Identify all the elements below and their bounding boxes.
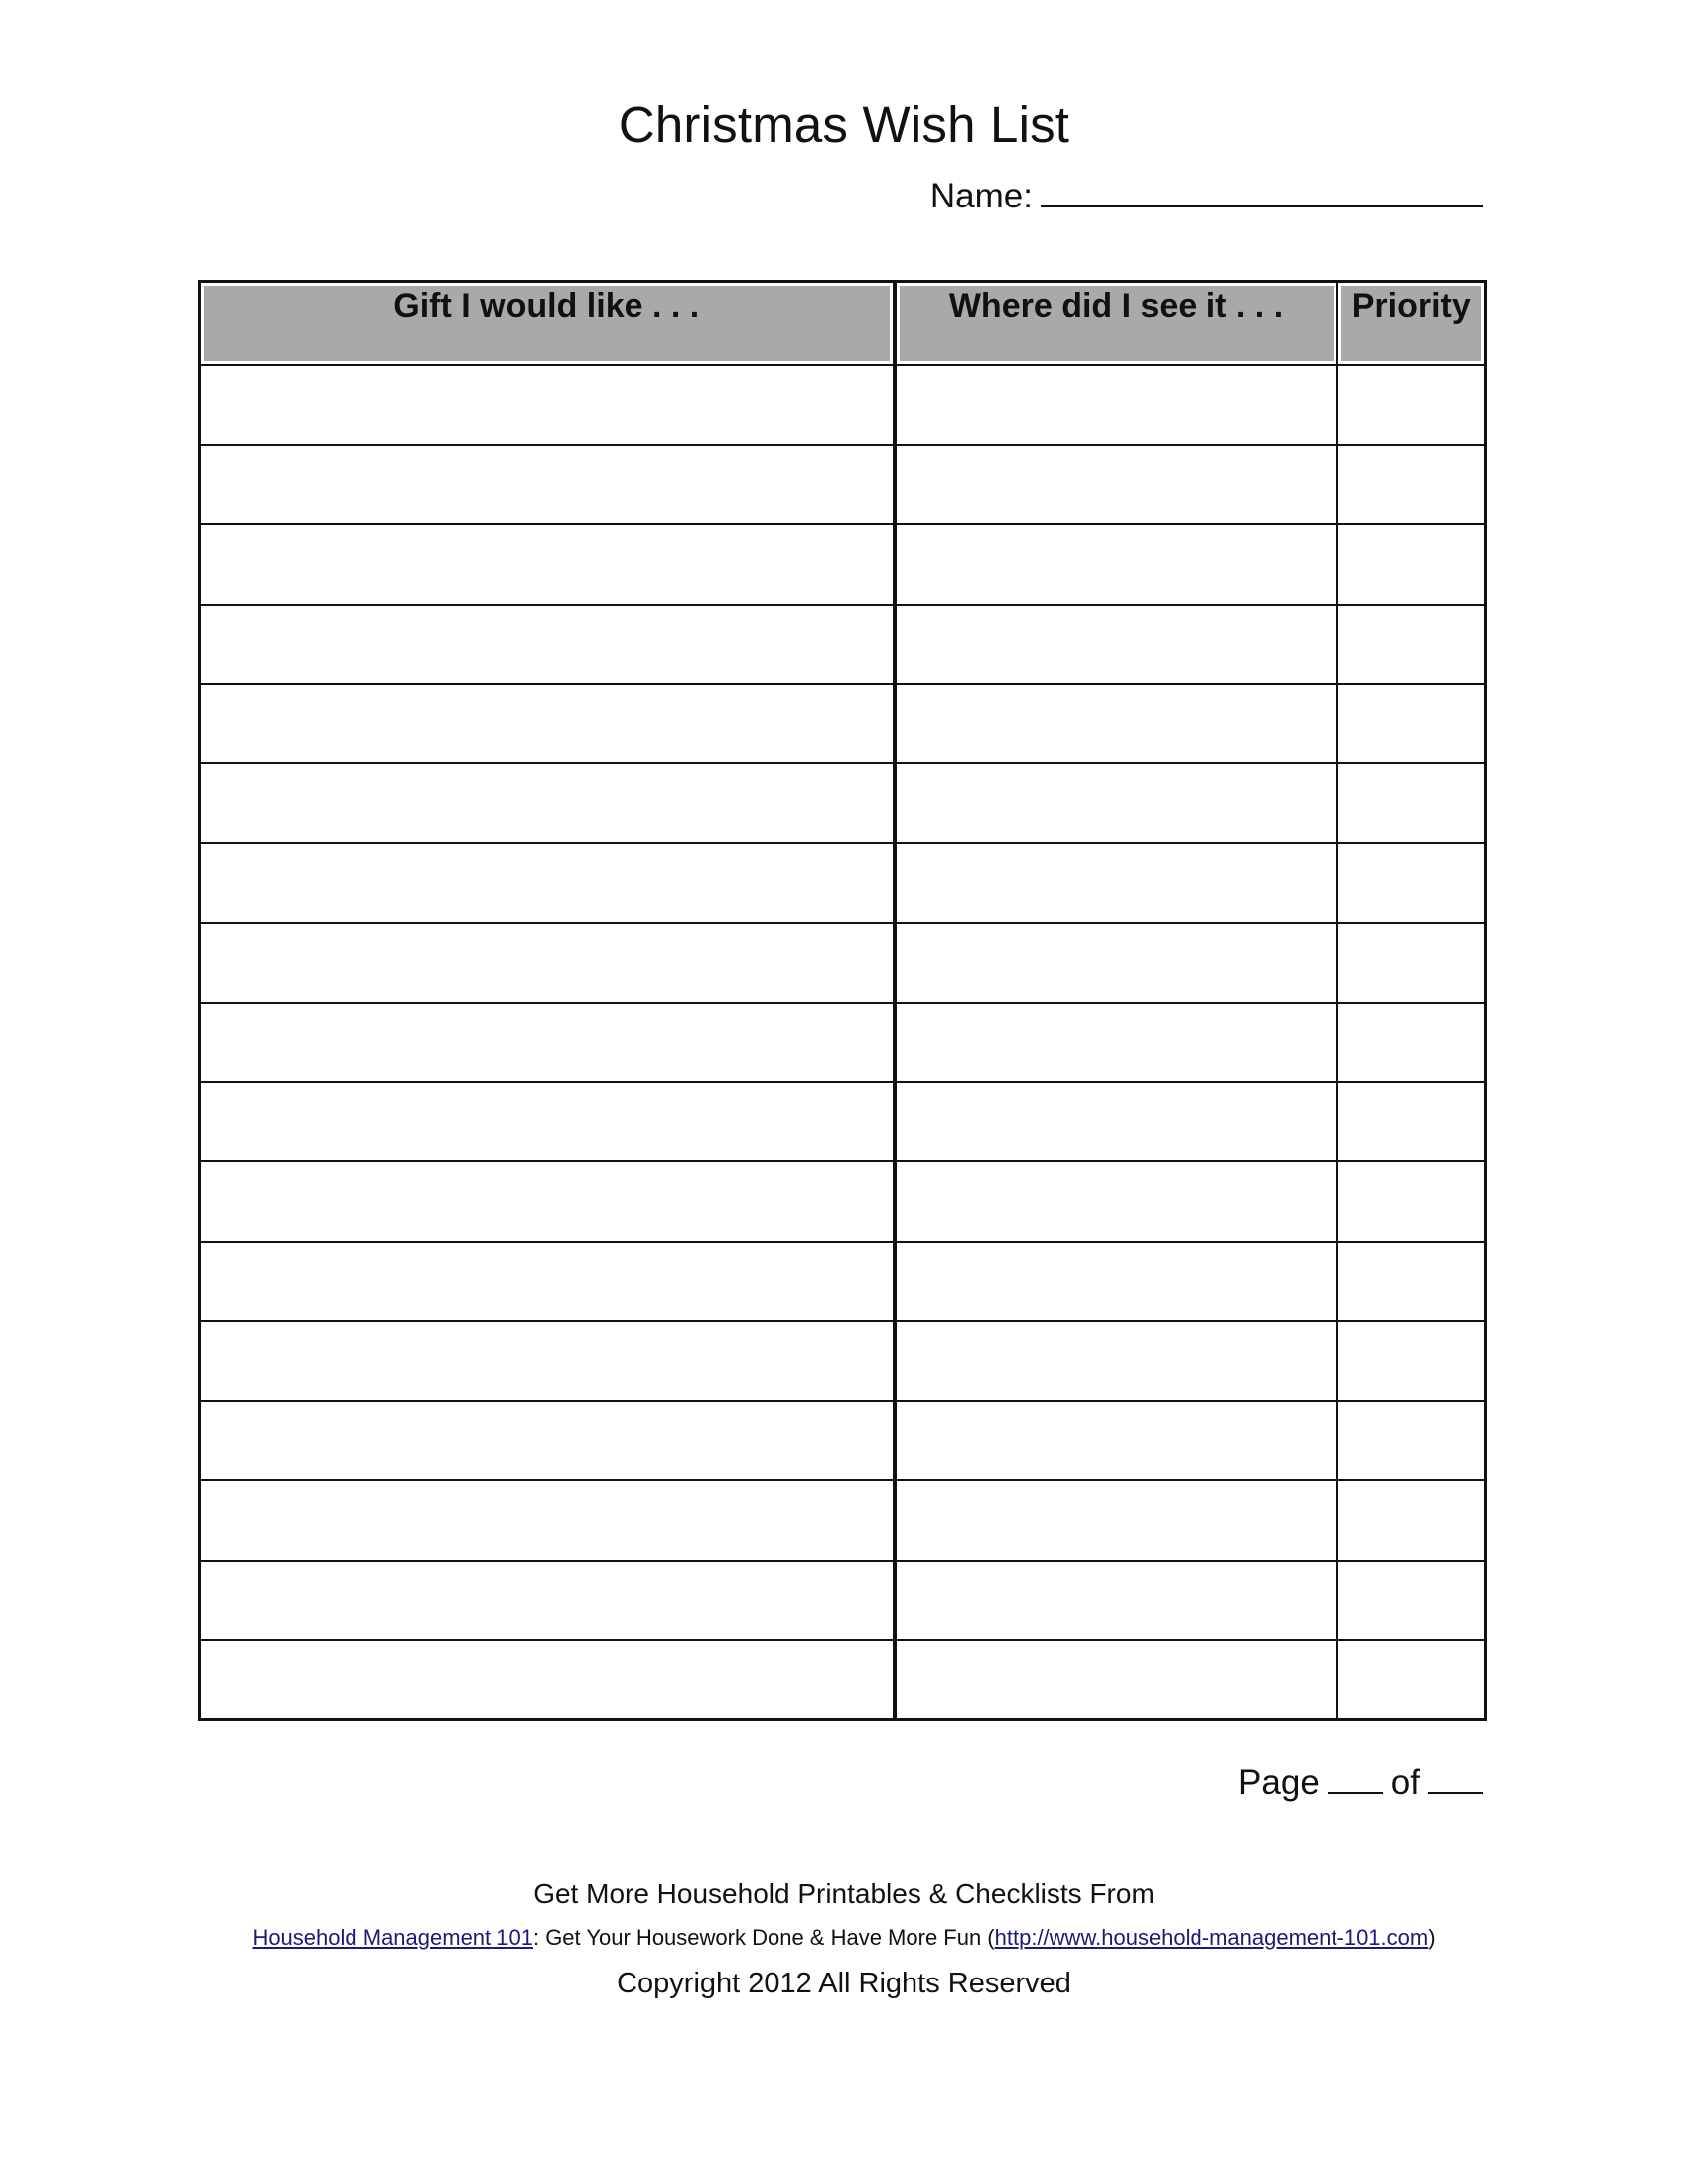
- footer-promo: Get More Household Printables & Checklists From: [533, 1878, 1155, 1909]
- gift-cell[interactable]: [200, 445, 895, 524]
- gift-cell[interactable]: [200, 1640, 895, 1720]
- gift-cell[interactable]: [200, 763, 895, 843]
- wish-list-table: [198, 280, 1487, 1721]
- table-row: [200, 1242, 1486, 1321]
- table-row: [200, 923, 1486, 1003]
- table-row: [200, 365, 1486, 445]
- name-label: Name:: [929, 177, 1033, 215]
- name-field: [930, 174, 1483, 216]
- table-row: [200, 1161, 1486, 1241]
- where-cell[interactable]: [895, 1401, 1337, 1480]
- priority-cell[interactable]: [1337, 763, 1486, 843]
- footer-paren-close: ): [1428, 1925, 1436, 1950]
- gift-cell[interactable]: [200, 1321, 895, 1401]
- gift-cell[interactable]: [200, 1242, 895, 1321]
- where-cell[interactable]: [895, 843, 1337, 922]
- priority-cell[interactable]: [1337, 445, 1486, 524]
- priority-cell[interactable]: [1337, 1082, 1486, 1161]
- footer-tagline: : Get Your Housework Done & Have More Fun (: [532, 1925, 995, 1950]
- priority-cell[interactable]: [1337, 1640, 1486, 1720]
- gift-cell[interactable]: [200, 1161, 895, 1241]
- gift-cell[interactable]: [200, 1003, 895, 1082]
- table-row: [200, 1640, 1486, 1720]
- table-row: [200, 1003, 1486, 1082]
- gift-cell[interactable]: [200, 365, 895, 445]
- gift-cell[interactable]: [200, 923, 895, 1003]
- footer-links: [0, 1925, 1688, 1951]
- gift-cell[interactable]: [200, 605, 895, 684]
- where-cell[interactable]: [895, 445, 1337, 524]
- where-cell[interactable]: [895, 923, 1337, 1003]
- where-cell[interactable]: [895, 1640, 1337, 1720]
- table-row: [200, 684, 1486, 763]
- gift-cell[interactable]: [200, 1480, 895, 1560]
- table-row: [200, 1480, 1486, 1560]
- gift-cell[interactable]: [200, 1561, 895, 1640]
- page-counter: [1238, 1762, 1483, 1803]
- where-cell[interactable]: [895, 524, 1337, 604]
- table-row: [200, 605, 1486, 684]
- priority-cell[interactable]: [1337, 1401, 1486, 1480]
- table-row: [200, 1321, 1486, 1401]
- page-label: Page: [1238, 1763, 1320, 1802]
- priority-cell[interactable]: [1337, 843, 1486, 922]
- where-cell[interactable]: [895, 605, 1337, 684]
- priority-cell[interactable]: [1337, 1003, 1486, 1082]
- where-cell[interactable]: [895, 763, 1337, 843]
- wish-list-body: [200, 365, 1486, 1720]
- priority-cell[interactable]: [1337, 524, 1486, 604]
- where-cell[interactable]: [895, 684, 1337, 763]
- header-priority: Priority: [1337, 282, 1486, 366]
- table-row: [200, 843, 1486, 922]
- household-management-link[interactable]: Household Management 101: [252, 1925, 533, 1950]
- table-row: [200, 763, 1486, 843]
- header-gift: Gift I would like . . .: [200, 282, 895, 366]
- priority-cell[interactable]: [1337, 1480, 1486, 1560]
- where-cell[interactable]: [895, 1161, 1337, 1241]
- priority-cell[interactable]: [1337, 923, 1486, 1003]
- gift-cell[interactable]: [200, 1401, 895, 1480]
- page-total-blank[interactable]: [1428, 1762, 1483, 1794]
- table-row: [200, 524, 1486, 604]
- priority-cell[interactable]: [1337, 1161, 1486, 1241]
- priority-cell[interactable]: [1337, 684, 1486, 763]
- website-url-link[interactable]: http://www.household-management-101.com: [994, 1925, 1429, 1950]
- gift-cell[interactable]: [200, 684, 895, 763]
- page-title: Christmas Wish List: [618, 96, 1070, 153]
- where-cell[interactable]: [895, 1561, 1337, 1640]
- table-row: [200, 1561, 1486, 1640]
- where-cell[interactable]: [895, 1480, 1337, 1560]
- where-cell[interactable]: [895, 1242, 1337, 1321]
- page-of-label: of: [1390, 1763, 1420, 1802]
- gift-cell[interactable]: [200, 1082, 895, 1161]
- priority-cell[interactable]: [1337, 1321, 1486, 1401]
- table-row: [200, 445, 1486, 524]
- priority-cell[interactable]: [1337, 1561, 1486, 1640]
- priority-cell[interactable]: [1337, 605, 1486, 684]
- name-blank-line[interactable]: [1041, 174, 1483, 207]
- where-cell[interactable]: [895, 1003, 1337, 1082]
- copyright-notice: Copyright 2012 All Rights Reserved: [617, 1968, 1071, 1999]
- table-row: [200, 1082, 1486, 1161]
- where-cell[interactable]: [895, 365, 1337, 445]
- priority-cell[interactable]: [1337, 365, 1486, 445]
- page-number-blank[interactable]: [1328, 1762, 1383, 1794]
- gift-cell[interactable]: [200, 524, 895, 604]
- where-cell[interactable]: [895, 1082, 1337, 1161]
- header-where: Where did I see it . . .: [895, 282, 1337, 366]
- priority-cell[interactable]: [1337, 1242, 1486, 1321]
- table-header-row: [200, 282, 1486, 366]
- table-row: [200, 1401, 1486, 1480]
- gift-cell[interactable]: [200, 843, 895, 922]
- where-cell[interactable]: [895, 1321, 1337, 1401]
